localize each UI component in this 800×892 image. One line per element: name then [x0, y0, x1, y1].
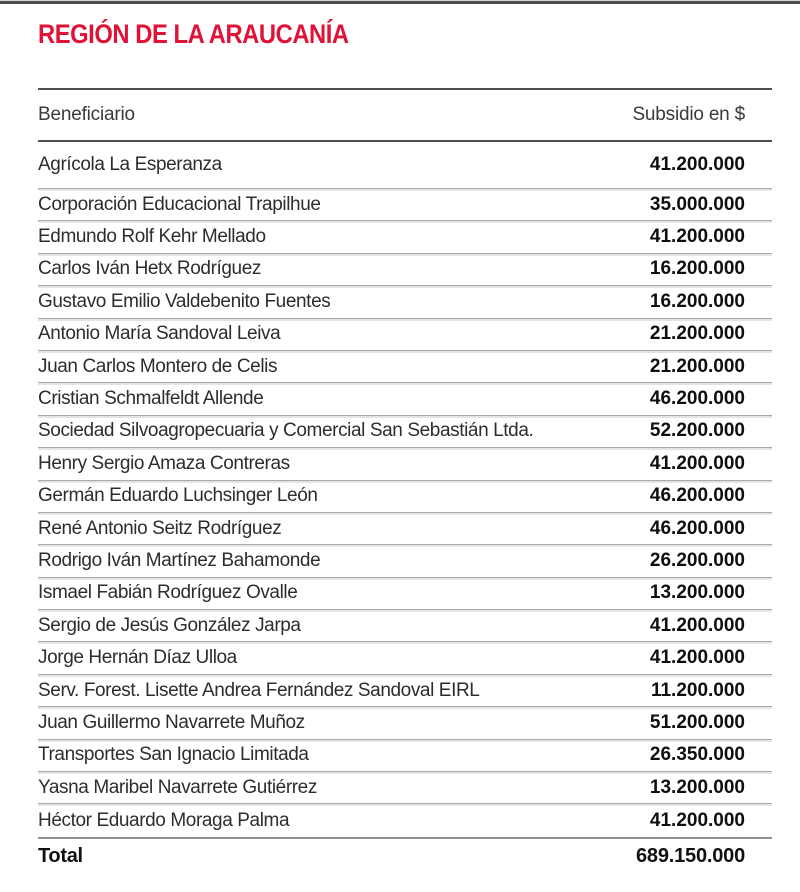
beneficiary-name: Transportes San Ignacio Limitada	[38, 744, 309, 766]
table-row	[38, 221, 772, 253]
subsidy-amount: 46.200.000	[649, 485, 745, 507]
table-header	[38, 88, 772, 142]
beneficiary-name: Sociedad Silvoagropecuaria y Comercial San Sebastián Ltda.	[38, 420, 534, 442]
subsidy-amount: 46.200.000	[649, 517, 745, 539]
subsidy-amount: 41.200.000	[649, 647, 745, 669]
beneficiary-name: Henry Sergio Amaza Contreras	[38, 452, 290, 474]
beneficiary-name: Germán Eduardo Luchsinger León	[38, 485, 318, 507]
beneficiary-name: Carlos Iván Hetx Rodríguez	[38, 258, 261, 280]
subsidy-amount: 26.350.000	[649, 744, 745, 766]
beneficiary-name: Sergio de Jesús González Jarpa	[38, 614, 301, 636]
total-row	[38, 837, 772, 874]
table-row	[38, 610, 772, 642]
table-row	[38, 481, 772, 513]
subsidy-amount: 35.000.000	[649, 193, 745, 215]
beneficiary-name: Héctor Eduardo Moraga Palma	[38, 809, 290, 831]
beneficiary-name: Juan Guillermo Navarrete Muñoz	[38, 711, 305, 733]
table-row	[38, 448, 772, 480]
beneficiary-name: Rodrigo Iván Martínez Bahamonde	[38, 549, 321, 571]
beneficiary-name: Cristian Schmalfeldt Allende	[38, 388, 264, 410]
page-title: REGIÓN DE LA ARAUCANÍA	[38, 19, 349, 49]
subsidy-amount: 41.200.000	[649, 614, 745, 636]
beneficiary-name: Edmundo Rolf Kehr Mellado	[38, 226, 266, 248]
table-row	[38, 675, 772, 707]
table-row	[38, 189, 772, 221]
subsidy-amount: 13.200.000	[649, 776, 745, 798]
table-row	[38, 142, 772, 189]
subsidy-amount: 41.200.000	[649, 452, 745, 474]
subsidy-table	[38, 88, 772, 874]
subsidy-amount: 26.200.000	[649, 549, 745, 571]
subsidy-amount: 16.200.000	[649, 258, 745, 280]
subsidy-amount: 51.200.000	[649, 711, 745, 733]
table-row	[38, 804, 772, 836]
subsidy-amount: 16.200.000	[649, 290, 745, 312]
beneficiary-name: Antonio María Sandoval Leiva	[38, 323, 281, 345]
table-row	[38, 772, 772, 804]
table-row	[38, 351, 772, 383]
table-row	[38, 642, 772, 674]
beneficiary-name: Juan Carlos Montero de Celis	[38, 355, 278, 377]
subsidy-amount: 11.200.000	[650, 679, 745, 701]
subsidy-amount: 21.200.000	[649, 355, 745, 377]
total-amount: 689.150.000	[635, 844, 745, 867]
beneficiary-name: René Antonio Seitz Rodríguez	[38, 517, 282, 539]
beneficiary-name: Jorge Hernán Díaz Ulloa	[38, 647, 237, 669]
subsidy-amount: 21.200.000	[649, 323, 745, 345]
subsidy-amount: 52.200.000	[649, 420, 745, 442]
column-header-beneficiary: Beneficiario	[38, 104, 135, 125]
column-header-subsidy: Subsidio en $	[632, 104, 745, 125]
subsidy-amount: 46.200.000	[649, 388, 745, 410]
table-row	[38, 416, 772, 448]
beneficiary-name: Gustavo Emilio Valdebenito Fuentes	[38, 290, 331, 312]
table-body	[38, 142, 772, 837]
top-rule	[0, 0, 800, 4]
table-row	[38, 545, 772, 577]
table-row	[38, 513, 772, 545]
subsidy-amount: 41.200.000	[649, 226, 745, 248]
total-label: Total	[38, 844, 83, 867]
table-row	[38, 740, 772, 772]
beneficiary-name: Yasna Maribel Navarrete Gutiérrez	[38, 776, 317, 798]
beneficiary-name: Corporación Educacional Trapilhue	[38, 193, 321, 215]
subsidy-amount: 41.200.000	[649, 809, 745, 831]
beneficiary-name: Serv. Forest. Lisette Andrea Fernández Sandoval EIRL	[38, 679, 480, 701]
table-row	[38, 254, 772, 286]
subsidy-amount: 13.200.000	[649, 582, 745, 604]
table-row	[38, 707, 772, 739]
table-row	[38, 319, 772, 351]
subsidy-amount: 41.200.000	[649, 154, 745, 175]
table-row	[38, 578, 772, 610]
table-row	[38, 286, 772, 318]
beneficiary-name: Agrícola La Esperanza	[38, 154, 222, 175]
table-row	[38, 383, 772, 415]
beneficiary-name: Ismael Fabián Rodríguez Ovalle	[38, 582, 298, 604]
